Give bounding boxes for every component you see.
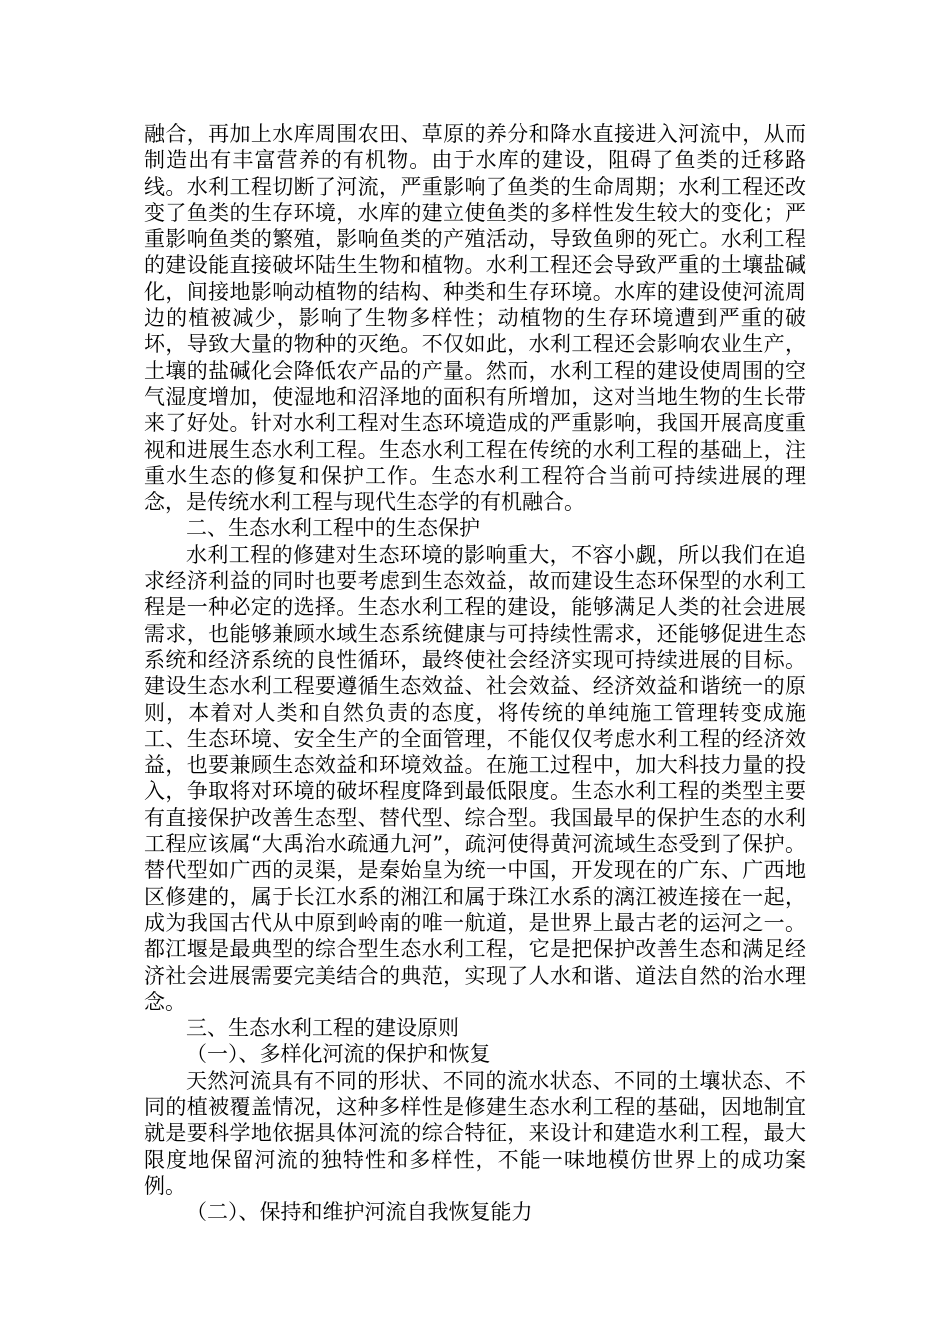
paragraph-continuation: 融合，再加上水库周围农田、草原的养分和降水直接进入河流中，从而制造出有丰富营养的有机物。由于水库的建设，阻碍了鱼类的迁移路线。水利工程切断了河流，严重影响了鱼类的生命周期；水利工程还改变了鱼类的生存环境，水库的建立使鱼类的多样性发生较大的变化；严重影响鱼类的繁殖，影响鱼类的产殖活动，导致鱼卵的死亡。水利工程的建设能直接破坏陆生生物和植物。水利工程还会导致严重的土壤盐碱化，间接地影响动植物的结构、种类和生存环境。水库的建设使河流周边的植被减少，影响了生物多样性；动植物的生存环境遭到严重的破坏，导致大量的物种的灭绝。不仅如此，水利工程还会影响农业生产，土壤的盐碱化会降低农产品的产量。然而，水利工程的建设使周围的空气湿度增加，使湿地和沼泽地的面积有所增加，这对当地生物的生长带来了好处。针对水利工程对生态环境造成的严重影响，我国开展高度重视和进展生态水利工程。生态水利工程在传统的水利工程的基础上，注重水生态的修复和保护工作。生态水利工程符合当前可持续进展的理念，是传统水利工程与现代生态学的有机融合。 [144, 122, 806, 515]
section-heading-2: 二、生态水利工程中的生态保护 [186, 516, 480, 541]
section-heading-3: 三、生态水利工程的建设原则 [186, 1016, 459, 1041]
paragraph-eco-protection: 水利工程的修建对生态环境的影响重大，不容小觑，所以我们在追求经济利益的同时也要考虑到生态效益，故而建设生态环保型的水利工程是一种必定的选择。生态水利工程的建设，能够满足人类的社会进展需求，也能够兼顾水域生态系统健康与可持续性需求，还能够促进生态系统和经济系统的良性循环，最终使社会经济实现可持续进展的目标。建设生态水利工程要遵循生态效益、社会效益、经济效益和谐统一的原则，本着对人类和自然负责的态度，将传统的单纯施工管理转变成施工、生态环境、安全生产的全面管理，不能仅仅考虑水利工程的经济效益，也要兼顾生态效益和环境效益。在施工过程中，加大科技力量的投入，争取将对环境的破坏程度降到最低限度。生态水利工程的类型主要有直接保护改善生态型、替代型、综合型。我国最早的保护生态的水利工程应该属“大禹治水疏通九河”，疏河使得黄河流域生态受到了保护。替代型如广西的灵渠，是秦始皇为统一中国，开发现在的广东、广西地区修建的，属于长江水系的湘江和属于珠江水系的漓江被连接在一起，成为我国古代从中原到岭南的唯一航道，是世界上最古老的运河之一。都江堰是最典型的综合型生态水利工程，它是把保护改善生态和满足经济社会进展需要完美结合的典范，实现了人水和谐、道法自然的治水理念。 [144, 542, 806, 1014]
subsection-heading-1: （一）、多样化河流的保护和恢复 [186, 1042, 491, 1067]
paragraph-river-diversity: 天然河流具有不同的形状、不同的流水状态、不同的土壤状态、不同的植被覆盖情况，这种多样性是修建生态水利工程的基础，因地制宜就是要科学地依据具体河流的综合特征，来设计和建造水利工程，最大限度地保留河流的独特性和多样性，不能一味地模仿世界上的成功案例。 [144, 1068, 806, 1198]
document-body [144, 121, 806, 1225]
subsection-heading-2: （二）、保持和维护河流自我恢复能力 [186, 1200, 533, 1225]
